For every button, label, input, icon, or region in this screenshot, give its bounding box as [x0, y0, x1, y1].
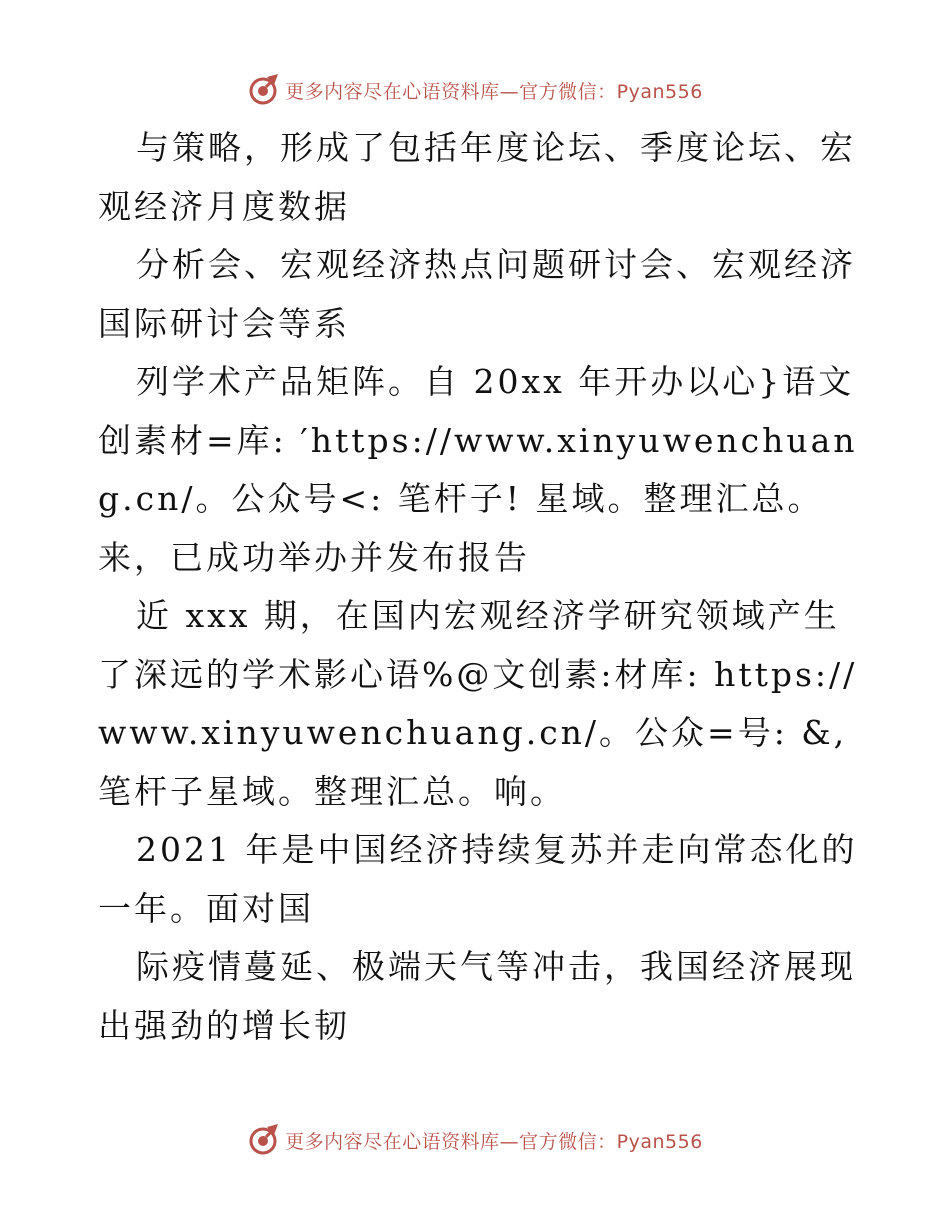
paragraph: 列学术产品矩阵。自 20xx 年开办以心}语文创素材=库: ′https://www.xinyuwenchuang.cn/。公众号<: 笔杆子! 星域。整理汇总。来，已成功举办并发布报告 [98, 362, 858, 577]
paragraph: 近 xxx 期，在国内宏观经济学研究领域产生了深远的学术影心语%@文创素:材库: https://www.xinyuwenchuang.cn/。公众=号: &,笔杆子星域。整理汇总。响。 [98, 596, 858, 811]
watermark-text: 更多内容尽在心语资料库—官方微信：Pyan556 [285, 80, 703, 103]
paragraph: 际疫情蔓延、极端天气等冲击，我国经济展现出强劲的增长韧 [98, 947, 856, 1045]
red-pen-circle-logo-icon [247, 1123, 281, 1157]
watermark-text: 更多内容尽在心语资料库—官方微信：Pyan556 [285, 1130, 703, 1153]
red-pen-circle-logo-icon [247, 73, 281, 107]
paragraph: 与策略，形成了包括年度论坛、季度论坛、宏观经济月度数据 [98, 128, 856, 226]
document-body [98, 119, 858, 1055]
paragraph: 分析会、宏观经济热点问题研讨会、宏观经济国际研讨会等系 [98, 245, 856, 343]
footer-watermark [0, 1120, 950, 1160]
paragraph: 2021 年是中国经济持续复苏并走向常态化的一年。面对国 [98, 830, 858, 928]
header-watermark [0, 70, 950, 110]
